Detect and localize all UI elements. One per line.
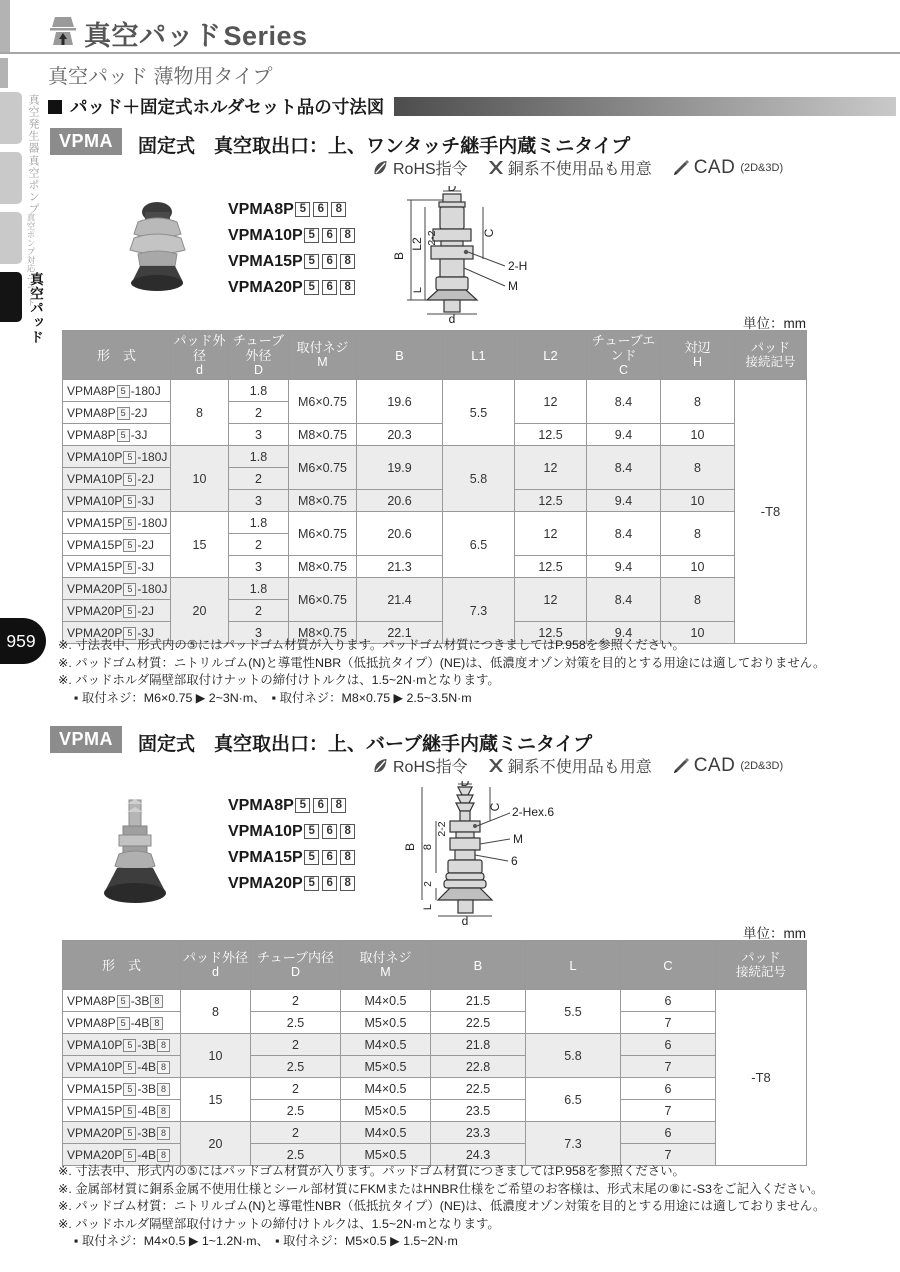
svg-text:L2: L2	[410, 237, 424, 251]
notes-1	[58, 637, 898, 707]
table-row: VPMA10P 5 -3J 3 M8×0.75 20.6 12.5 9.4 10	[63, 490, 807, 512]
table-row: VPMA20P 5 -3B 8 20 2 M4×0.5 23.3 7.3 6	[63, 1122, 807, 1144]
note-line: ※. パッドゴム材質：ニトリルゴム(N)と導電性NBR（低抵抗タイプ）(NE)は、低濃度オゾン対策を目的とする用途には適しておりません。	[58, 1199, 826, 1213]
table-row: VPMA15P 5 -2J 2	[63, 534, 807, 556]
model-list-1	[228, 197, 357, 301]
series-badge-2: VPMA	[50, 726, 122, 753]
cad-label-1: CAD	[693, 156, 736, 178]
product-photo-1	[105, 198, 210, 301]
spec-table-1	[62, 330, 807, 644]
notes-2	[58, 1163, 898, 1251]
table-row: VPMA15P 5 -3B 8 15 2 M4×0.5 22.5 6.5 6	[63, 1078, 807, 1100]
model-list-2	[228, 793, 357, 897]
svg-text:d: d	[461, 914, 469, 926]
sidebar-tab-vacuum-pump[interactable]	[0, 152, 22, 204]
model-line: VPMA8P 5 6 8	[228, 197, 357, 223]
cad-item-2	[672, 755, 783, 777]
unit-label-1: 単位：mm	[743, 316, 806, 331]
table-row: VPMA20P 5 -3J 3 M8×0.75 22.1 12.5 9.4 10	[63, 622, 807, 644]
rohs-label-1: RoHS指令	[393, 161, 468, 178]
dimension-diagram-2	[358, 781, 573, 931]
sidebar-label-vacuum-pad[interactable]: 真空パッド	[28, 272, 43, 345]
svg-text:M: M	[513, 832, 523, 846]
cad-label-2: CAD	[693, 754, 736, 776]
table-row: VPMA8P 5 -180J 8 1.8 M6×0.75 19.6 5.5 12 8.4 8 -T8	[63, 380, 807, 402]
svg-text:D: D	[447, 186, 457, 194]
table-row: VPMA20P 5 -180J 20 1.8 M6×0.75 21.4 7.3 12 8.4 8	[63, 578, 807, 600]
table-row: VPMA20P 5 -4B 8 2.5 M5×0.5 24.3 7	[63, 1144, 807, 1166]
svg-text:2-H: 2-H	[508, 259, 528, 273]
page-subtitle: 真空パッド 薄物用タイプ	[48, 66, 273, 88]
table-row: VPMA10P 5 -4B 8 2.5 M5×0.5 22.8 7	[63, 1056, 807, 1078]
note-line: ※. パッドゴム材質：ニトリルゴム(N)と導電性NBR（低抵抗タイプ）(NE)は、低濃度オゾン対策を目的とする用途には適しておりません。	[58, 655, 826, 670]
sidebar-tab-pump-unit[interactable]	[0, 212, 22, 264]
cad-sub-label-2: (2D&3D)	[740, 759, 784, 772]
page-title-en: Series	[223, 21, 308, 51]
note-line: ※. 寸法表中、形式内の⑤にはパッドゴム材質が入ります。パッドゴム材質につきましてはP.958を参照ください。	[58, 638, 685, 652]
cad-pencil-icon	[672, 757, 690, 775]
svg-text:L: L	[422, 903, 434, 911]
cad-pencil-icon	[672, 159, 690, 177]
top-rule	[0, 52, 900, 54]
svg-text:B: B	[403, 842, 417, 852]
series-badge-1: VPMA	[50, 128, 122, 155]
rohs-item-2	[372, 754, 468, 777]
table-row: VPMA15P 5 -180J 15 1.8 M6×0.75 20.6 6.5 12 8.4 8	[63, 512, 807, 534]
product-photo-2	[85, 796, 185, 919]
sidebar-label-pump-unit[interactable]: 真空ポンプ対応ユニット	[26, 213, 36, 307]
note-line: ※. 金属部材質に銅系金属不使用仕様とシール部材質にFKMまたはHNBR仕様をご希望のお客様は、形式末尾の⑧に-S3をご記入ください。	[58, 1181, 824, 1196]
model-line: VPMA8P 5 6 8	[228, 793, 357, 819]
table-row: VPMA10P 5 -3B 8 10 2 M4×0.5 21.8 5.8 6	[63, 1034, 807, 1056]
leaf-icon	[372, 159, 389, 177]
copper-free-label-2: 銅系不使用品も用意	[507, 759, 652, 776]
model-line: VPMA10P 5 6 8	[228, 223, 357, 249]
left-strip	[0, 0, 10, 53]
table-row: VPMA15P 5 -3J 3 M8×0.75 21.3 12.5 9.4 10	[63, 556, 807, 578]
unit-label-2: 単位：mm	[743, 926, 806, 941]
table-row: VPMA10P 5 -2J 2	[63, 468, 807, 490]
model-line: VPMA15P 5 6 8	[228, 249, 357, 275]
sidebar-tab-vacuum-pad[interactable]	[0, 272, 22, 322]
table-row: VPMA8P 5 -3J 3 M8×0.75 20.3 12.5 9.4 10	[63, 424, 807, 446]
note-line: ※. 寸法表中、形式内の⑤にはパッドゴム材質が入ります。パッドゴム材質につきましてはP.958を参照ください。	[58, 1164, 685, 1178]
note-line: ▪ 取付ネジ：M6×0.75 ▶ 2~3N·m、 ▪ 取付ネジ：M8×0.75 ▶ 2.5~3.5N·m	[74, 690, 472, 705]
section-bar-title: パッド＋固定式ホルダセット品の寸法図	[70, 97, 385, 117]
model-line: VPMA20P 5 6 8	[228, 871, 357, 897]
svg-text:C: C	[482, 228, 496, 238]
table2-header-row: 形 式 パッド外径 d チューブ内径 D 取付ネジ M B L C パッド 接続記号	[63, 941, 807, 990]
copper-free-label-1: 銅系不使用品も用意	[507, 161, 652, 178]
svg-text:d: d	[448, 312, 456, 324]
compliance-row-2	[372, 754, 783, 777]
copper-free-item-1	[488, 156, 652, 179]
model-line: VPMA10P 5 6 8	[228, 819, 357, 845]
series-icon	[48, 15, 78, 54]
sidebar-label-vacuum-generator[interactable]: 真空発生器	[27, 94, 39, 154]
model-line: VPMA15P 5 6 8	[228, 845, 357, 871]
svg-text:8: 8	[422, 843, 434, 851]
svg-text:C: C	[488, 802, 502, 812]
pad-code-1: -T8	[735, 380, 807, 644]
table1-header-row: 形 式 パッド外径 d チューブ外径 D 取付ネジ M B L1 L2 チューブエンド C 対辺 H パッド 接続記号	[63, 331, 807, 380]
svg-text:M: M	[508, 279, 518, 293]
rohs-item-1	[372, 156, 468, 179]
cad-sub-label-1: (2D&3D)	[740, 161, 784, 174]
svg-text:2-Hex.6: 2-Hex.6	[512, 805, 555, 819]
pad-code-2: -T8	[716, 990, 807, 1166]
svg-text:L: L	[412, 286, 424, 294]
leaf-icon	[372, 757, 389, 775]
dimension-diagram-1	[345, 186, 560, 329]
copper-free-icon	[488, 758, 504, 773]
svg-text:2-2: 2-2	[426, 230, 438, 246]
table-row: VPMA8P 5 -3B 8 8 2 M4×0.5 21.5 5.5 6 -T8	[63, 990, 807, 1012]
subtitle-strip	[0, 58, 8, 88]
section1-title: 固定式 真空取出口：上、ワンタッチ継手内蔵ミニタイプ	[138, 136, 631, 157]
note-line: ※. パッドホルダ隔壁部取付けナットの締付けトルクは、1.5~2N·mとなります。	[58, 673, 500, 687]
section-bar	[48, 94, 896, 119]
page-number-badge: 959	[0, 618, 46, 664]
svg-text:6: 6	[511, 854, 518, 868]
svg-text:D: D	[460, 781, 470, 789]
sidebar-tab-vacuum-generator[interactable]	[0, 92, 22, 144]
sidebar-label-vacuum-pump[interactable]: 真空ポンプ	[27, 155, 39, 215]
cad-item-1	[672, 157, 783, 179]
svg-text:2-2: 2-2	[436, 821, 448, 837]
svg-text:B: B	[392, 251, 406, 261]
section2-title: 固定式 真空取出口：上、バーブ継手内蔵ミニタイプ	[138, 734, 593, 755]
note-line: ▪ 取付ネジ：M4×0.5 ▶ 1~1.2N·m、 ▪ 取付ネジ：M5×0.5 ▶ 1.5~2N·m	[74, 1234, 458, 1248]
table-row: VPMA15P 5 -4B 8 2.5 M5×0.5 23.5 7	[63, 1100, 807, 1122]
spec-table-2	[62, 940, 807, 1166]
copper-free-icon	[488, 160, 504, 175]
page-title	[84, 14, 308, 53]
table-row: VPMA20P 5 -2J 2	[63, 600, 807, 622]
section-bar-square	[48, 100, 62, 114]
table-row: VPMA10P 5 -180J 10 1.8 M6×0.75 19.9 5.8 12 8.4 8	[63, 446, 807, 468]
rohs-label-2: RoHS指令	[393, 759, 468, 776]
copper-free-item-2	[488, 754, 652, 777]
svg-text:2: 2	[423, 881, 434, 887]
table-row: VPMA8P 5 -4B 8 2.5 M5×0.5 22.5 7	[63, 1012, 807, 1034]
section-bar-gradient	[394, 97, 896, 116]
table-row: VPMA8P 5 -2J 2	[63, 402, 807, 424]
model-line: VPMA20P 5 6 8	[228, 275, 357, 301]
page-title-jp: 真空パッド	[84, 21, 222, 51]
compliance-row-1	[372, 156, 783, 179]
note-line: ※. パッドホルダ隔壁部取付けナットの締付けトルクは、1.5~2N·mとなります。	[58, 1216, 500, 1231]
